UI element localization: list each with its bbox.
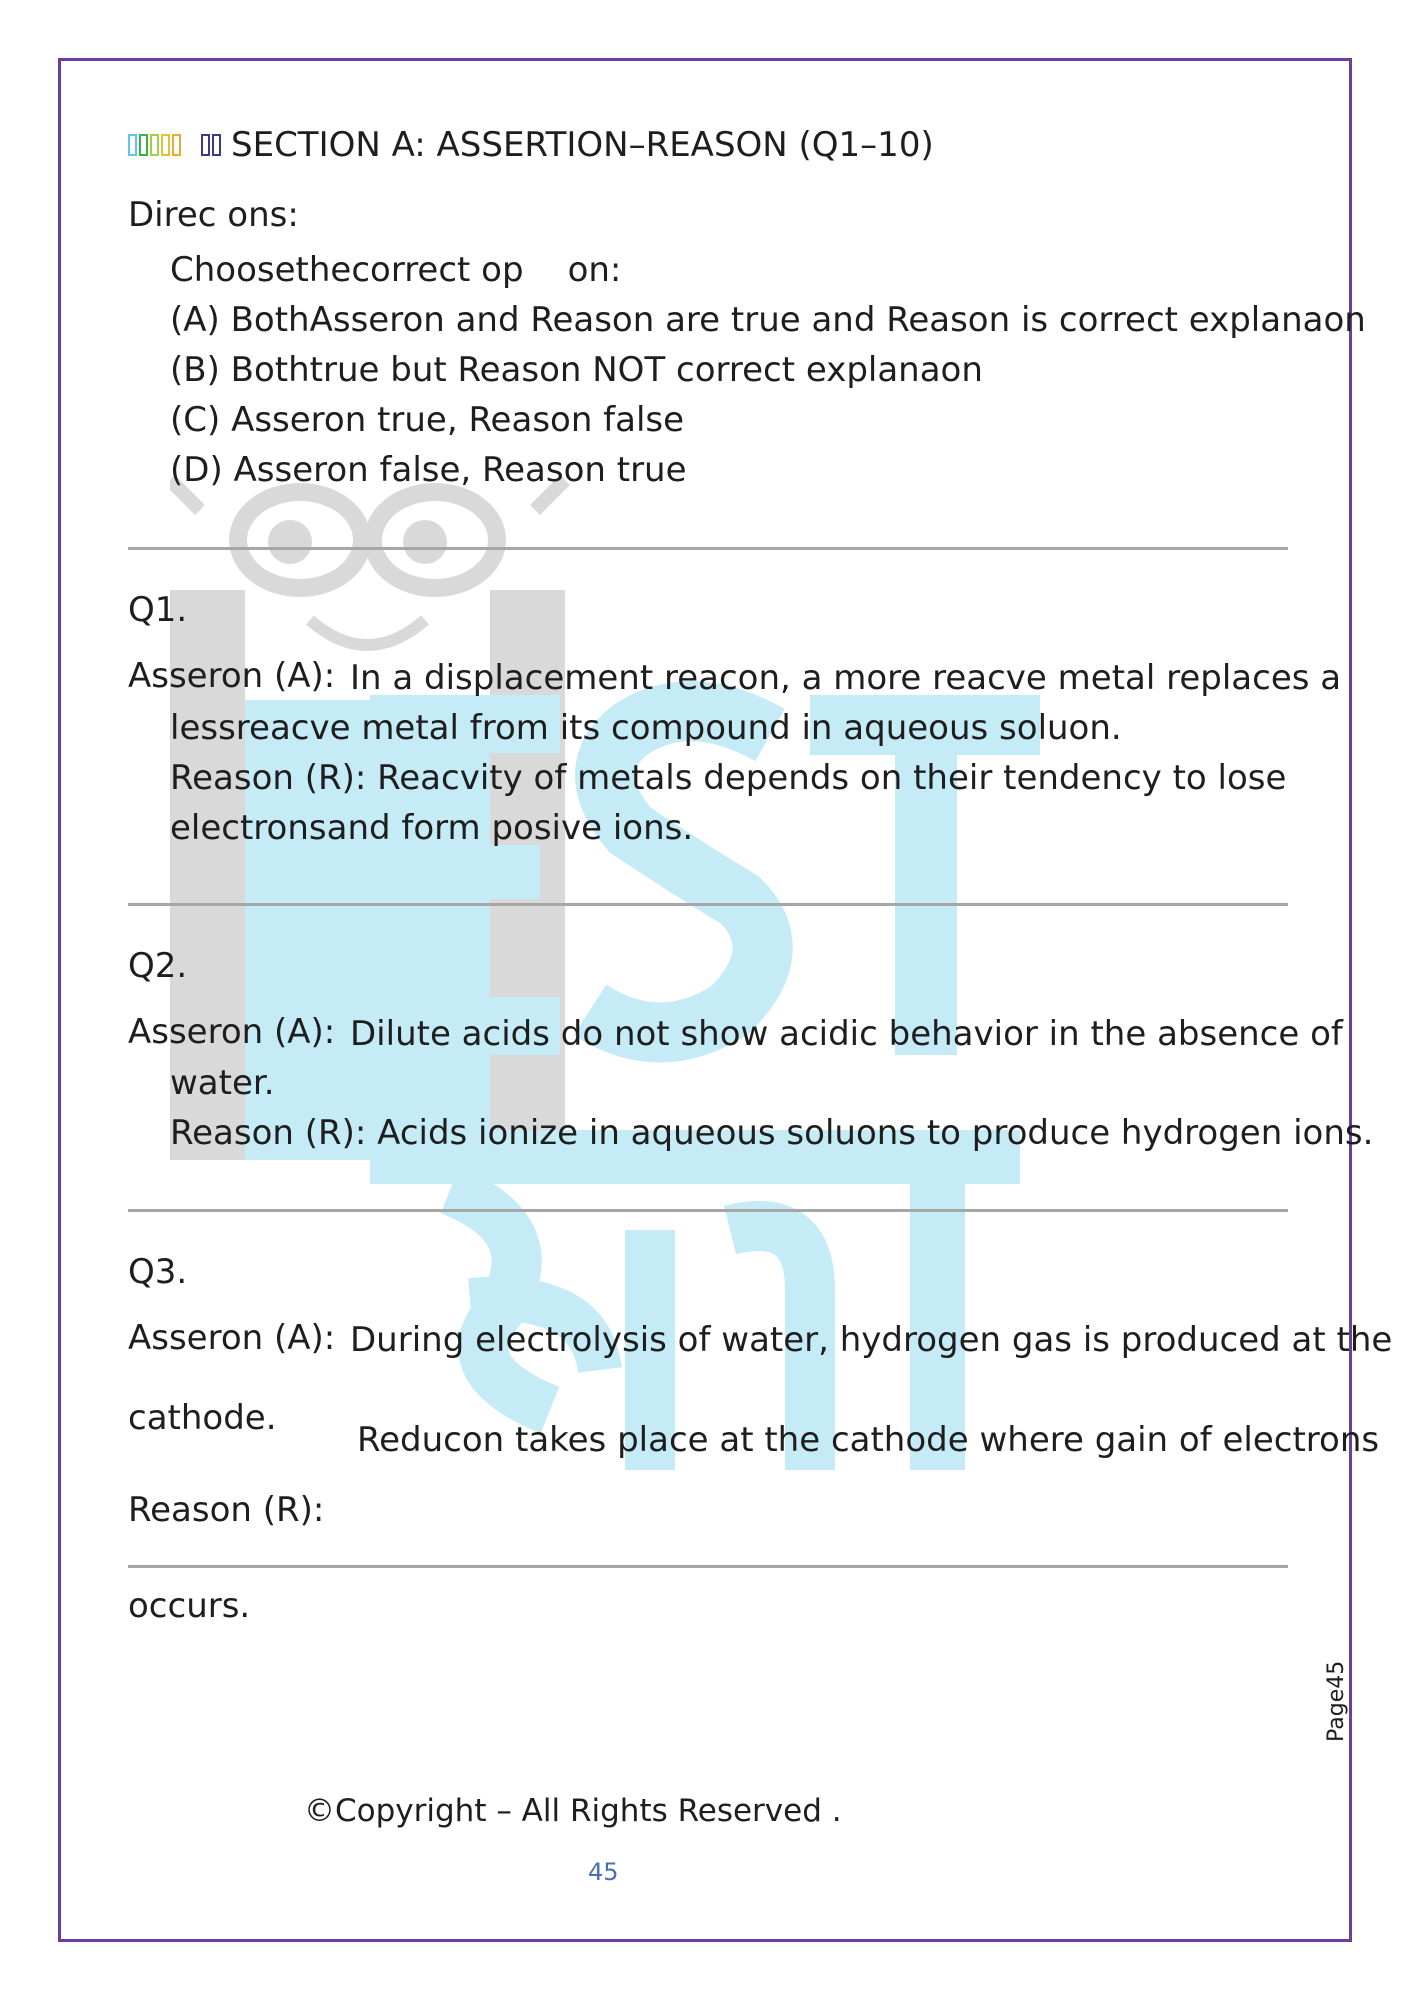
assertion-text-cont: water.	[170, 1063, 275, 1103]
reason-text: Reducon takes place at the cathode where gain of electrons	[357, 1420, 1380, 1460]
directions-intro-part-1: Choosethecorrect op	[170, 250, 524, 290]
divider	[128, 1209, 1288, 1212]
directions-intro-part-2: on:	[567, 250, 622, 290]
reason-label: Reason (R):	[128, 1490, 325, 1530]
divider	[128, 547, 1288, 550]
reason-line	[170, 1113, 1373, 1153]
section-color-icon	[128, 134, 183, 156]
reason-label: Reason (R):	[170, 1113, 367, 1153]
section-title: SECTION A: ASSERTION–REASON (Q1–10)	[231, 125, 934, 165]
question-number: Q2.	[128, 946, 188, 986]
assertion-label: Asseron (A):	[128, 656, 336, 696]
page-number: 45	[588, 1858, 619, 1886]
reason-text-cont: electronsand form posive ions.	[170, 808, 694, 848]
assertion-label: Asseron (A):	[128, 1012, 336, 1052]
assertion-text-cont: lessreacve metal from its compound in aqueous soluon.	[170, 708, 1122, 748]
option-c: (C) Asseron true, Reason false	[170, 400, 685, 440]
assertion-label: Asseron (A):	[128, 1318, 336, 1358]
copyright-notice: ©Copyright – All Rights Reserved .	[304, 1793, 842, 1829]
divider	[128, 903, 1288, 906]
assertion-text-cont: cathode.	[128, 1398, 277, 1438]
reason-text: Acids ionize in aqueous soluons to produce hydrogen ions.	[377, 1113, 1374, 1153]
directions-intro	[170, 250, 621, 290]
reason-line	[170, 758, 1286, 798]
assertion-text: During electrolysis of water, hydrogen gas is produced at the	[350, 1320, 1393, 1360]
directions-heading: Direc ons:	[128, 195, 299, 235]
side-page-label: Page45	[1324, 1660, 1349, 1742]
reason-label: Reason (R):	[170, 758, 367, 798]
section-heading	[128, 125, 934, 165]
option-a: (A) BothAsseron and Reason are true and Reason is correct explanaon	[170, 300, 1366, 340]
option-d: (D) Asseron false, Reason true	[170, 450, 687, 490]
reason-text-cont: occurs.	[128, 1586, 251, 1626]
assertion-text: Dilute acids do not show acidic behavior in the absence of	[350, 1014, 1343, 1054]
question-number: Q1.	[128, 590, 188, 630]
reason-text: Reacvity of metals depends on their tendency to lose	[377, 758, 1287, 798]
section-book-icon	[201, 134, 223, 156]
question-number: Q3.	[128, 1252, 188, 1292]
option-b: (B) Bothtrue but Reason NOT correct explanaon	[170, 350, 983, 390]
assertion-text: In a displacement reacon, a more reacve metal replaces a	[350, 658, 1342, 698]
divider	[128, 1565, 1288, 1568]
